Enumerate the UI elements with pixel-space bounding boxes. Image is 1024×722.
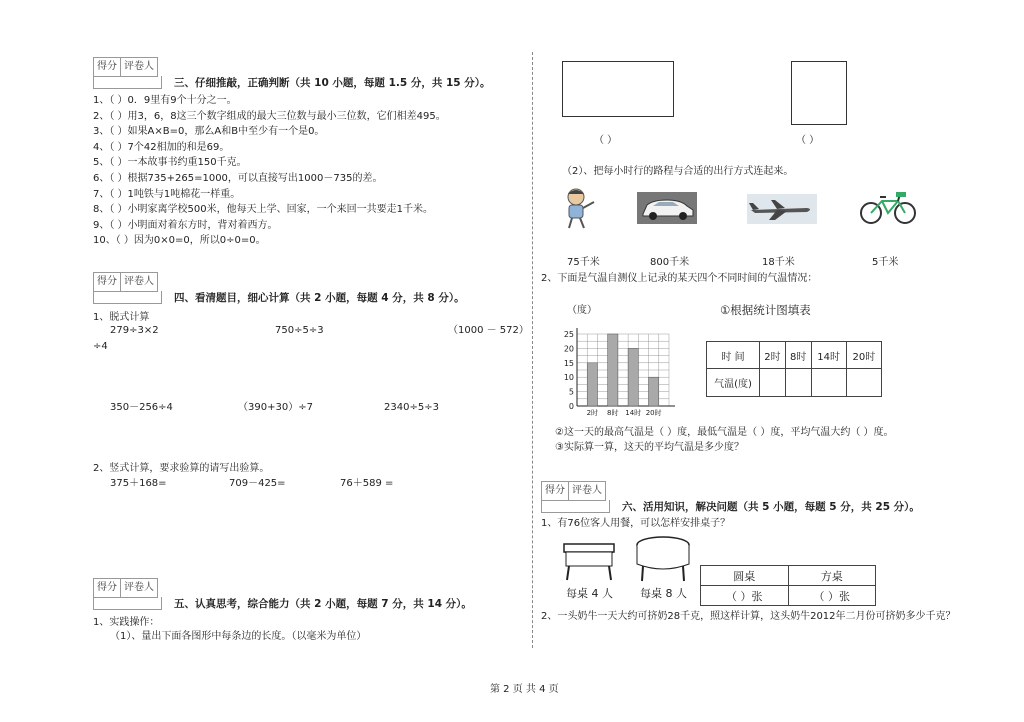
section4-q2-label: 2、竖式计算，要求验算的请写出验算。: [93, 463, 270, 474]
judgement-item: 8、（ ）小明家离学校500米，他每天上学、回家，一个来回一共要走1千米。: [93, 204, 433, 216]
expr: 750÷5÷3: [275, 325, 324, 336]
person-icon: [558, 186, 598, 230]
judgement-item: 4、（ ）7个42相加的和是69。: [93, 141, 230, 153]
score-blank: [93, 291, 162, 304]
speed-label: 18千米: [762, 257, 795, 268]
y-tick-label: 20: [563, 344, 574, 354]
section5-q1-sub: （1）、量出下面各图形中每条边的长度。（以毫米为单位）: [110, 631, 367, 642]
table-header-cell: 方桌: [788, 566, 876, 586]
score-blank: [541, 500, 610, 513]
expr: 279÷3×2: [110, 325, 159, 336]
bar: [649, 377, 659, 406]
answer-cell[interactable]: [785, 369, 811, 397]
rectangle-shape: [562, 61, 674, 117]
score-box: [93, 57, 158, 77]
bar: [608, 334, 618, 406]
judgement-item: 10、（ ）因为0×0=0，所以0÷0=0。: [93, 235, 266, 247]
section6-title: 六、活用知识，解决问题（共 5 小题，每题 5 分，共 25 分）。: [622, 501, 920, 513]
answer-cell[interactable]: （ ）张: [701, 586, 789, 606]
chart-unit-label: （度）: [567, 305, 597, 316]
section3-title: 三、仔细推敲，正确判断（共 10 小题，每题 1.5 分，共 15 分）。: [174, 77, 491, 89]
reviewer-label: 评卷人: [124, 582, 154, 593]
table-row-label: 气温(度): [707, 369, 760, 397]
score-label: 得分: [94, 273, 121, 291]
y-tick-label: 5: [568, 387, 574, 397]
table-header-cell: 圆桌: [701, 566, 789, 586]
q2-sub-label: （2）、把每小时行的路程与合适的出行方式连起来。: [562, 166, 794, 177]
table-count-table: [700, 565, 876, 606]
table-header-cell: 14时: [811, 342, 846, 369]
expr: 375＋168=: [110, 478, 167, 489]
reviewer-label: 评卷人: [124, 61, 154, 72]
table-header-cell: 8时: [785, 342, 811, 369]
temperature-question: 2、下面是气温自测仪上记录的某天四个不同时间的气温情况：: [541, 273, 818, 284]
answer-cell[interactable]: [760, 369, 786, 397]
expr: （390+30）÷7: [238, 402, 313, 413]
square-shape: [791, 61, 847, 125]
fill-table-title: ①根据统计图填表: [720, 303, 811, 317]
y-tick-label: 15: [563, 358, 574, 368]
reviewer-label: 评卷人: [572, 485, 602, 496]
expr: ÷4: [93, 341, 108, 352]
score-blank: [93, 76, 162, 89]
judgement-item: 5、（ ）一本故事书约重150千克。: [93, 157, 247, 169]
column-divider: [532, 52, 533, 648]
temperature-q2: ②这一天的最高气温是（ ）度，最低气温是（ ）度，平均气温大约（ ）度。: [555, 427, 894, 438]
judgement-item: 7、（ ）1吨铁与1吨棉花一样重。: [93, 188, 241, 200]
section6-q2: 2、一头奶牛一天大约可挤奶28千克，照这样计算，这头奶牛2012年二月份可挤奶多少千克？: [541, 611, 956, 622]
judgement-item: 2、（ ）用3，6，8这三个数字组成的最大三位数与最小三位数，它们相差495。: [93, 110, 446, 122]
score-box: [541, 481, 606, 501]
expr: 709－425=: [229, 478, 286, 489]
square-table-label: 每桌 4 人: [566, 587, 613, 600]
answer-paren: （ ）: [796, 135, 820, 146]
score-box: [93, 272, 158, 292]
table-header-cell: 2时: [760, 342, 786, 369]
expr: 2340÷5÷3: [384, 402, 439, 413]
table-header-cell: 20时: [846, 342, 881, 369]
score-label: 得分: [94, 579, 121, 597]
temperature-q3: ③实际算一算，这天的平均气温是多少度？: [555, 442, 744, 453]
bar: [628, 348, 638, 406]
score-label: 得分: [542, 482, 569, 500]
section4-title: 四、看清题目，细心计算（共 2 小题，每题 4 分，共 8 分）。: [174, 292, 465, 304]
x-tick-label: 20时: [645, 409, 662, 417]
x-tick-label: 8时: [607, 409, 619, 417]
section4-q1-label: 1、脱式计算: [93, 312, 150, 323]
y-tick-label: 25: [563, 330, 574, 339]
bar: [587, 363, 597, 406]
section6-q1: 1、有76位客人用餐，可以怎样安排桌子？: [541, 518, 731, 529]
airplane-icon: [747, 194, 817, 224]
score-blank: [93, 597, 162, 610]
speed-label: 800千米: [650, 257, 690, 268]
speed-label: 5千米: [872, 257, 899, 268]
reviewer-label: 评卷人: [124, 276, 154, 287]
answer-cell[interactable]: （ ）张: [788, 586, 876, 606]
x-tick-label: 2时: [586, 409, 599, 417]
answer-cell[interactable]: [811, 369, 846, 397]
expr: （1000 － 572）: [448, 325, 529, 336]
temperature-bar-chart: [555, 320, 675, 420]
bicycle-icon: [858, 189, 918, 225]
round-table-label: 每桌 8 人: [640, 587, 687, 600]
y-tick-label: 0: [568, 402, 574, 411]
speed-label: 75千米: [567, 257, 600, 268]
judgement-item: 9、（ ）小明面对着东方时，背对着西方。: [93, 219, 278, 231]
table-header-cell: 时 间: [707, 342, 760, 369]
section5-title: 五、认真思考，综合能力（共 2 小题，每题 7 分，共 14 分）。: [174, 598, 472, 610]
answer-paren: （ ）: [594, 135, 618, 146]
judgement-item: 6、（ ）根据735+265=1000，可以直接写出1000－735的差。: [93, 173, 383, 184]
car-icon: [637, 192, 697, 224]
judgement-item: 1、（ ）0．9里有9个十分之一。: [93, 95, 237, 106]
temperature-table: [706, 341, 882, 397]
expr: 350－256÷4: [110, 402, 173, 413]
expr: 76＋589 =: [340, 478, 394, 489]
x-tick-label: 14时: [625, 409, 642, 417]
judgement-item: 3、（ ）如果A×B=0，那么A和B中至少有一个是0。: [93, 126, 325, 138]
score-box: [93, 578, 158, 598]
page-number: 第 2 页 共 4 页: [490, 684, 559, 695]
section5-q1-label: 1、实践操作：: [93, 617, 160, 628]
score-label: 得分: [94, 58, 121, 76]
y-tick-label: 10: [563, 373, 574, 383]
answer-cell[interactable]: [846, 369, 881, 397]
round-table-icon: [634, 534, 692, 584]
square-table-icon: [561, 540, 617, 582]
